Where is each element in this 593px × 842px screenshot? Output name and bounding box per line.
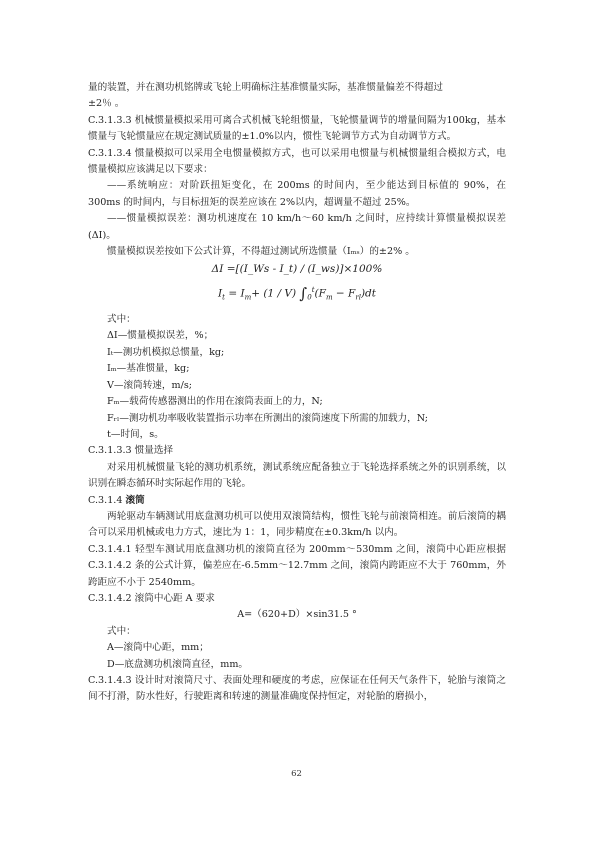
- definition-item: D—底盘测功机滚筒直径，mm。: [107, 658, 249, 670]
- definition-item: Fₘ—载荷传感器测出的作用在滚筒表面上的力，N;: [107, 396, 323, 408]
- paragraph-line: ±2％ 。: [88, 98, 125, 110]
- document-page: [88, 80, 506, 706]
- clause-c3142: C.3.1.4.2 滚筒中心距 A 要求: [88, 592, 215, 604]
- clause-c31334: C.3.1.3.4 惯量模拟可以采用全电惯量模拟方式，也可以采用电惯量与机械惯量组合模拟方式，电惯量模拟应该满足以下要求：: [88, 147, 506, 176]
- inertia-error-item: ——惯量模拟误差：测功机速度在 10 km/h～60 km/h 之间时，应持续计算惯量模拟误差(ΔI)。: [88, 213, 506, 241]
- clause-c3143: C.3.1.4.3 设计时对滚筒尺寸、表面处理和硬度的考虑，应保证在任何天气条件下，轮胎与滚筒之间不打滑，防水性好，行驶距离和转速的测量准确度保持恒定，对轮胎的磨损小，: [88, 675, 506, 703]
- section-heading-rollers: C.3.1.4 滚筒: [88, 494, 145, 506]
- system-response-item: ——系统响应：对阶跃扭矩变化，在 200ms 的时间内，至少能达到目标值的 90%，在 300ms 的时间内，与目标扭矩的误差应该在 2%以内，超调量不超过 25%。: [88, 180, 506, 208]
- definition-item: t—时间，s。: [107, 428, 164, 440]
- equation-total-inertia: $I_t = I_m+ (1 / V) \int_0^t(F_m - F_{rl})dt$: [218, 284, 376, 303]
- definition-item: Iₘ—基准惯量，kg;: [107, 363, 190, 375]
- definition-item: Fᵣₗ—测功机功率吸收装置指示功率在所测出的滚筒速度下所需的加载力，N;: [107, 412, 429, 424]
- definition-heading: 式中：: [107, 625, 136, 637]
- paragraph: 对采用机械惯量飞轮的测功机系统，测试系统应配备独立于飞轮选择系统之外的识别系统，以识别在瞬态循环时实际起作用的飞轮。: [88, 461, 506, 490]
- paragraph-line: 量的装置，并在测功机铭牌或飞轮上明确标注基准惯量实际，基准惯量偏差不得超过: [88, 82, 443, 93]
- clause-c3141: C.3.1.4.1 轻型车测试用底盘测功机的滚筒直径为 200mm～530mm 之间，滚筒中心距应根据 C.3.1.4.2 条的公式计算，偏差应在-6.5mm～12.7mm 之间，滚筒内跨距应不大于 760mm，外跨距应不小于 2540mm。: [88, 543, 506, 588]
- equation-roller-distance: A=（620+D）×sin31.5 °: [237, 609, 357, 621]
- definition-item: A—滚筒中心距，mm；: [107, 642, 209, 654]
- definition-item: Iₜ—测功机模拟总惯量，kg;: [107, 346, 225, 358]
- section-heading: C.3.1.3.3 惯量选择: [88, 445, 174, 457]
- paragraph: 两轮驱动车辆测试用底盘测功机可以使用双滚筒结构，惯性飞轮与前滚筒相连。前后滚筒的耦合可以采用机械或电力方式，速比为 1：1，同步精度在±0.3km/h 以内。: [88, 510, 506, 539]
- clause-c31333: C.3.1.3.3 机械惯量模拟采用可离合式机械飞轮组惯量，飞轮惯量调节的增量间隔为100kg，基本惯量与飞轮惯量应在规定测试质量的±1.0%以内，惯性飞轮调节方式为自动调节方式。: [88, 114, 506, 143]
- definition-item: ΔI—惯量模拟误差，%；: [107, 330, 214, 342]
- page-number: 62: [291, 769, 302, 779]
- definition-item: V—滚筒转速，m/s;: [107, 379, 192, 391]
- equation-inertia-error: ΔI =[(I_Ws - I_t) / (I_ws)]×100%: [211, 263, 383, 276]
- integral-sign: ∫: [299, 284, 308, 303]
- formula-intro: 惯量模拟误差按如下公式计算，不得超过测试所选惯量（Iₘₛ）的±2% 。: [107, 246, 415, 258]
- definition-heading: 式中：: [107, 314, 136, 326]
